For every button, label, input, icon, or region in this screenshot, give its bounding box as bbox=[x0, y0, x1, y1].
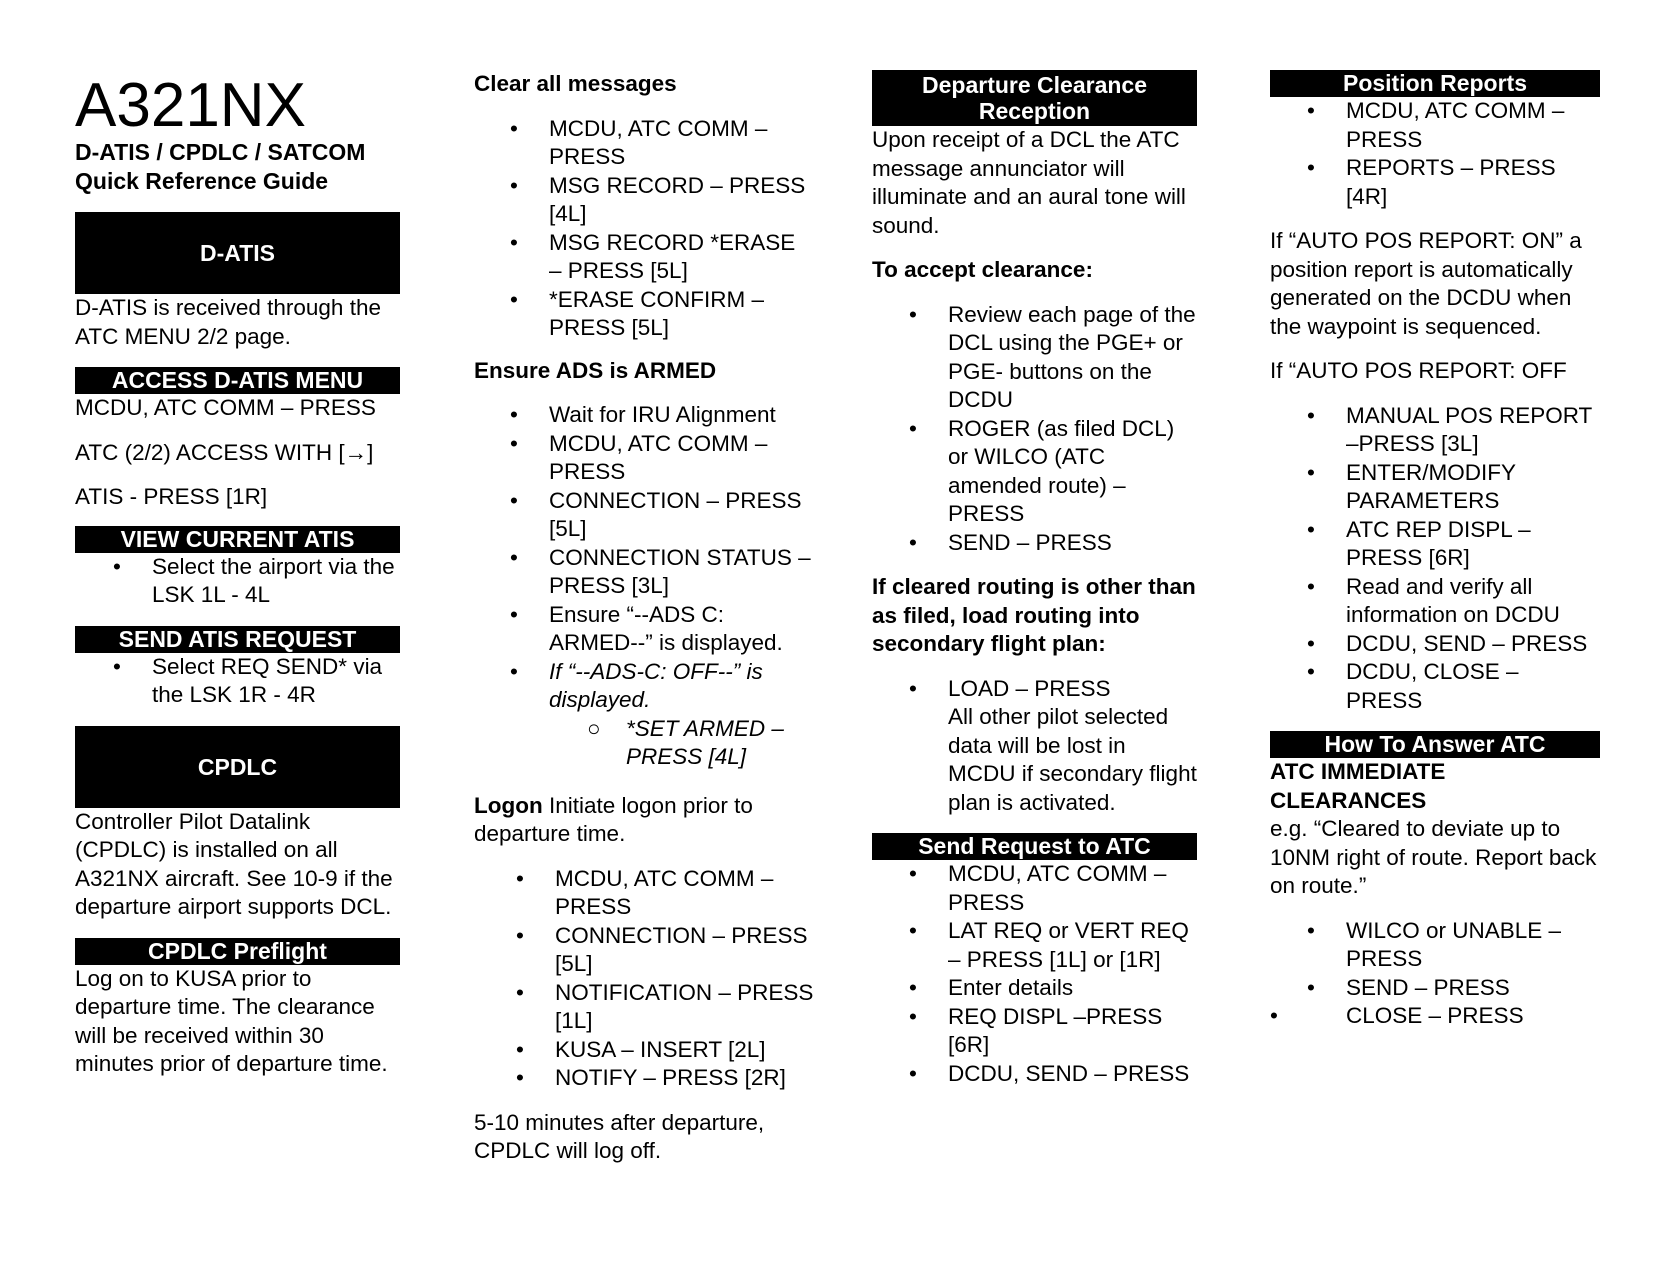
bullet-icon: • bbox=[1307, 917, 1315, 943]
cpdlc-description: Controller Pilot Datalink (CPDLC) is installed on all A321NX aircraft. See 10-9 if the departure airport supports DCL. bbox=[75, 808, 393, 919]
list-item: • DCDU, CLOSE – PRESS bbox=[1307, 659, 1519, 713]
bullet-icon: • bbox=[1307, 402, 1315, 428]
logoff-note: 5-10 minutes after departure, CPDLC will log off. bbox=[474, 1109, 765, 1163]
list-item: • MSG RECORD – PRESS [4L] bbox=[510, 172, 806, 226]
list-item: • Ensure “--ADS C: ARMED--” is displayed. bbox=[510, 601, 783, 655]
bullet-icon: • bbox=[113, 653, 121, 679]
column-3 bbox=[872, 70, 1197, 1088]
bullet-icon: • bbox=[909, 861, 917, 886]
auto-pos-on-text: If “AUTO POS REPORT: ON” a position report is automatically generated on the DCDU when the waypoint is sequenced. bbox=[1270, 228, 1582, 339]
position-reports-list bbox=[1270, 97, 1600, 211]
bullet-icon: • bbox=[510, 430, 518, 456]
list-item: • LAT REQ or VERT REQ – PRESS [1L] or [1R] bbox=[909, 918, 1189, 972]
list-item: • DCDU, SEND – PRESS bbox=[1346, 630, 1600, 659]
load-note: All other pilot selected data will be lost in MCDU if secondary flight plan is activated. bbox=[948, 704, 1197, 815]
cpdlc-section-header: CPDLC bbox=[75, 726, 400, 808]
list-item: • REQ DISPL –PRESS [6R] bbox=[909, 1003, 1163, 1057]
bullet-icon: • bbox=[510, 658, 518, 684]
list-item: • CONNECTION – PRESS [5L] bbox=[510, 487, 802, 541]
list-item: • ROGER (as filed DCL) or WILCO (ATC amended route) – PRESS bbox=[909, 415, 1175, 526]
page-title: A321NX bbox=[75, 71, 306, 140]
list-item: • Wait for IRU Alignment bbox=[549, 401, 814, 430]
list-item: • NOTIFY – PRESS [2R] bbox=[555, 1064, 814, 1093]
bullet-icon: • bbox=[909, 301, 917, 327]
list-item: • If “--ADS-C: OFF--” is displayed. bbox=[510, 658, 763, 712]
list-item: • MANUAL POS REPORT –PRESS [3L] bbox=[1307, 402, 1592, 456]
list-item: • MCDU, ATC COMM – PRESS bbox=[510, 430, 768, 484]
logon-paragraph: Logon Initiate logon prior to departure time. bbox=[474, 792, 753, 846]
bullet-icon: • bbox=[510, 172, 518, 198]
bullet-icon: • bbox=[1307, 573, 1315, 599]
bullet-icon: • bbox=[1307, 459, 1315, 485]
bullet-icon: • bbox=[909, 529, 917, 555]
list-item: • *ERASE CONFIRM – PRESS [5L] bbox=[510, 286, 765, 340]
bullet-icon: • bbox=[510, 487, 518, 513]
send-atis-header: SEND ATIS REQUEST bbox=[75, 626, 400, 653]
list-item: • Read and verify all information on DCDU bbox=[1307, 573, 1560, 627]
bullet-icon: • bbox=[909, 918, 917, 943]
bullet-icon: • bbox=[510, 601, 518, 627]
send-atis-list bbox=[75, 653, 400, 710]
ads-armed-heading: Ensure ADS is ARMED bbox=[474, 357, 717, 383]
clear-messages-list bbox=[474, 115, 814, 343]
list-item: • ATC REP DISPL – PRESS [6R] bbox=[1307, 516, 1531, 570]
list-item: • REPORTS – PRESS [4R] bbox=[1307, 155, 1556, 209]
dcl-section-header: Departure Clearance Reception bbox=[872, 70, 1197, 126]
bullet-icon: • bbox=[909, 975, 917, 1000]
list-item: • SEND – PRESS bbox=[1346, 974, 1600, 1003]
list-item: • LOAD – PRESS bbox=[948, 675, 1197, 704]
list-item: • SEND – PRESS bbox=[948, 529, 1197, 558]
bullet-icon: • bbox=[1270, 1003, 1278, 1028]
bullet-icon: • bbox=[1307, 630, 1315, 656]
access-step-1: MCDU, ATC COMM – PRESS bbox=[75, 395, 376, 420]
list-item: • CONNECTION – PRESS [5L] bbox=[516, 922, 808, 976]
list-item: • Review each page of the DCL using the PGE+ or PGE- buttons on the DCDU bbox=[909, 301, 1196, 412]
bullet-icon: • bbox=[510, 402, 518, 427]
bullet-icon: • bbox=[1307, 659, 1315, 684]
bullet-icon: • bbox=[510, 115, 518, 141]
list-item: • DCDU, SEND – PRESS bbox=[948, 1060, 1197, 1089]
subtitle-line-1: D-ATIS / CPDLC / SATCOM bbox=[75, 139, 366, 165]
cleared-routing-heading: If cleared routing is other than as filed, load routing into secondary flight plan: bbox=[872, 574, 1196, 656]
accept-clearance-list bbox=[872, 301, 1197, 558]
view-atis-header: VIEW CURRENT ATIS bbox=[75, 526, 400, 553]
datis-section-header: D-ATIS bbox=[75, 212, 400, 294]
ads-armed-list bbox=[474, 401, 814, 772]
list-item: • Enter details bbox=[948, 974, 1197, 1003]
bullet-icon: • bbox=[909, 415, 917, 441]
column-1 bbox=[75, 70, 400, 1079]
bullet-icon: • bbox=[1307, 974, 1315, 1000]
sub-list-item: ○ *SET ARMED – PRESS [4L] bbox=[587, 715, 784, 769]
bullet-icon: • bbox=[510, 544, 518, 570]
list-item: • Select the airport via the LSK 1L - 4L bbox=[113, 553, 395, 607]
bullet-icon: • bbox=[909, 675, 917, 701]
circle-bullet-icon: ○ bbox=[587, 715, 601, 741]
bullet-icon: • bbox=[516, 1065, 524, 1090]
list-item: • NOTIFICATION – PRESS [1L] bbox=[516, 979, 814, 1033]
bullet-icon: • bbox=[516, 922, 524, 948]
bullet-icon: • bbox=[113, 553, 121, 579]
bullet-icon: • bbox=[516, 979, 524, 1005]
dcl-description: Upon receipt of a DCL the ATC message annunciator will illuminate and an aural tone will sound. bbox=[872, 127, 1186, 238]
bullet-icon: • bbox=[909, 1060, 917, 1086]
list-item: • ENTER/MODIFY PARAMETERS bbox=[1307, 459, 1516, 513]
column-2 bbox=[474, 70, 814, 1166]
list-item: • MCDU, ATC COMM – PRESS bbox=[510, 115, 768, 169]
send-request-list bbox=[872, 860, 1197, 1088]
view-atis-list bbox=[75, 553, 400, 610]
bullet-icon: • bbox=[516, 865, 524, 891]
send-request-header: Send Request to ATC bbox=[872, 833, 1197, 860]
answer-atc-header: How To Answer ATC bbox=[1270, 731, 1600, 758]
bullet-icon: • bbox=[516, 1036, 524, 1062]
access-datis-header: ACCESS D-ATIS MENU bbox=[75, 367, 400, 394]
list-item: • MCDU, ATC COMM – PRESS bbox=[1307, 98, 1565, 152]
auto-pos-off-text: If “AUTO POS REPORT: OFF bbox=[1270, 358, 1567, 383]
list-item: • MCDU, ATC COMM – PRESS bbox=[909, 861, 1167, 915]
clearance-example-text: e.g. “Cleared to deviate up to 10NM right of route. Report back on route.” bbox=[1270, 816, 1597, 898]
bullet-icon: • bbox=[510, 229, 518, 255]
list-item: • Select REQ SEND* via the LSK 1R - 4R bbox=[113, 653, 383, 707]
cpdlc-preflight-description: Log on to KUSA prior to departure time. The clearance will be received within 30 minutes prior of departure time. bbox=[75, 965, 388, 1076]
list-item: • WILCO or UNABLE – PRESS bbox=[1307, 917, 1562, 971]
subtitle-line-2: Quick Reference Guide bbox=[75, 168, 329, 194]
list-item: • KUSA – INSERT [2L] bbox=[555, 1036, 814, 1065]
logon-list bbox=[474, 865, 814, 1093]
list-item: • CONNECTION STATUS – PRESS [3L] bbox=[510, 544, 811, 598]
access-step-3: ATIS - PRESS [1R] bbox=[75, 484, 268, 509]
access-step-2: ATC (2/2) ACCESS WITH [→] bbox=[75, 439, 374, 465]
immediate-clearances-heading: ATC IMMEDIATE CLEARANCES bbox=[1270, 759, 1446, 813]
datis-description: D-ATIS is received through the ATC MENU 2/2 page. bbox=[75, 295, 381, 349]
bullet-icon: • bbox=[1307, 155, 1315, 180]
list-item: • MSG RECORD *ERASE – PRESS [5L] bbox=[510, 229, 796, 283]
cpdlc-preflight-header: CPDLC Preflight bbox=[75, 938, 400, 965]
clear-messages-heading: Clear all messages bbox=[474, 71, 677, 96]
bullet-icon: • bbox=[1307, 516, 1315, 542]
position-reports-header: Position Reports bbox=[1270, 70, 1600, 97]
accept-clearance-heading: To accept clearance: bbox=[872, 257, 1093, 282]
load-routing-list bbox=[872, 675, 1197, 818]
list-item: • CLOSE – PRESS bbox=[1346, 1002, 1600, 1031]
bullet-icon: • bbox=[1307, 98, 1315, 123]
bullet-icon: • bbox=[510, 286, 518, 312]
manual-report-list bbox=[1270, 402, 1600, 716]
column-4 bbox=[1270, 70, 1600, 1031]
list-item: • MCDU, ATC COMM – PRESS bbox=[516, 865, 774, 919]
answer-atc-list bbox=[1270, 917, 1600, 1031]
bullet-icon: • bbox=[909, 1003, 917, 1029]
